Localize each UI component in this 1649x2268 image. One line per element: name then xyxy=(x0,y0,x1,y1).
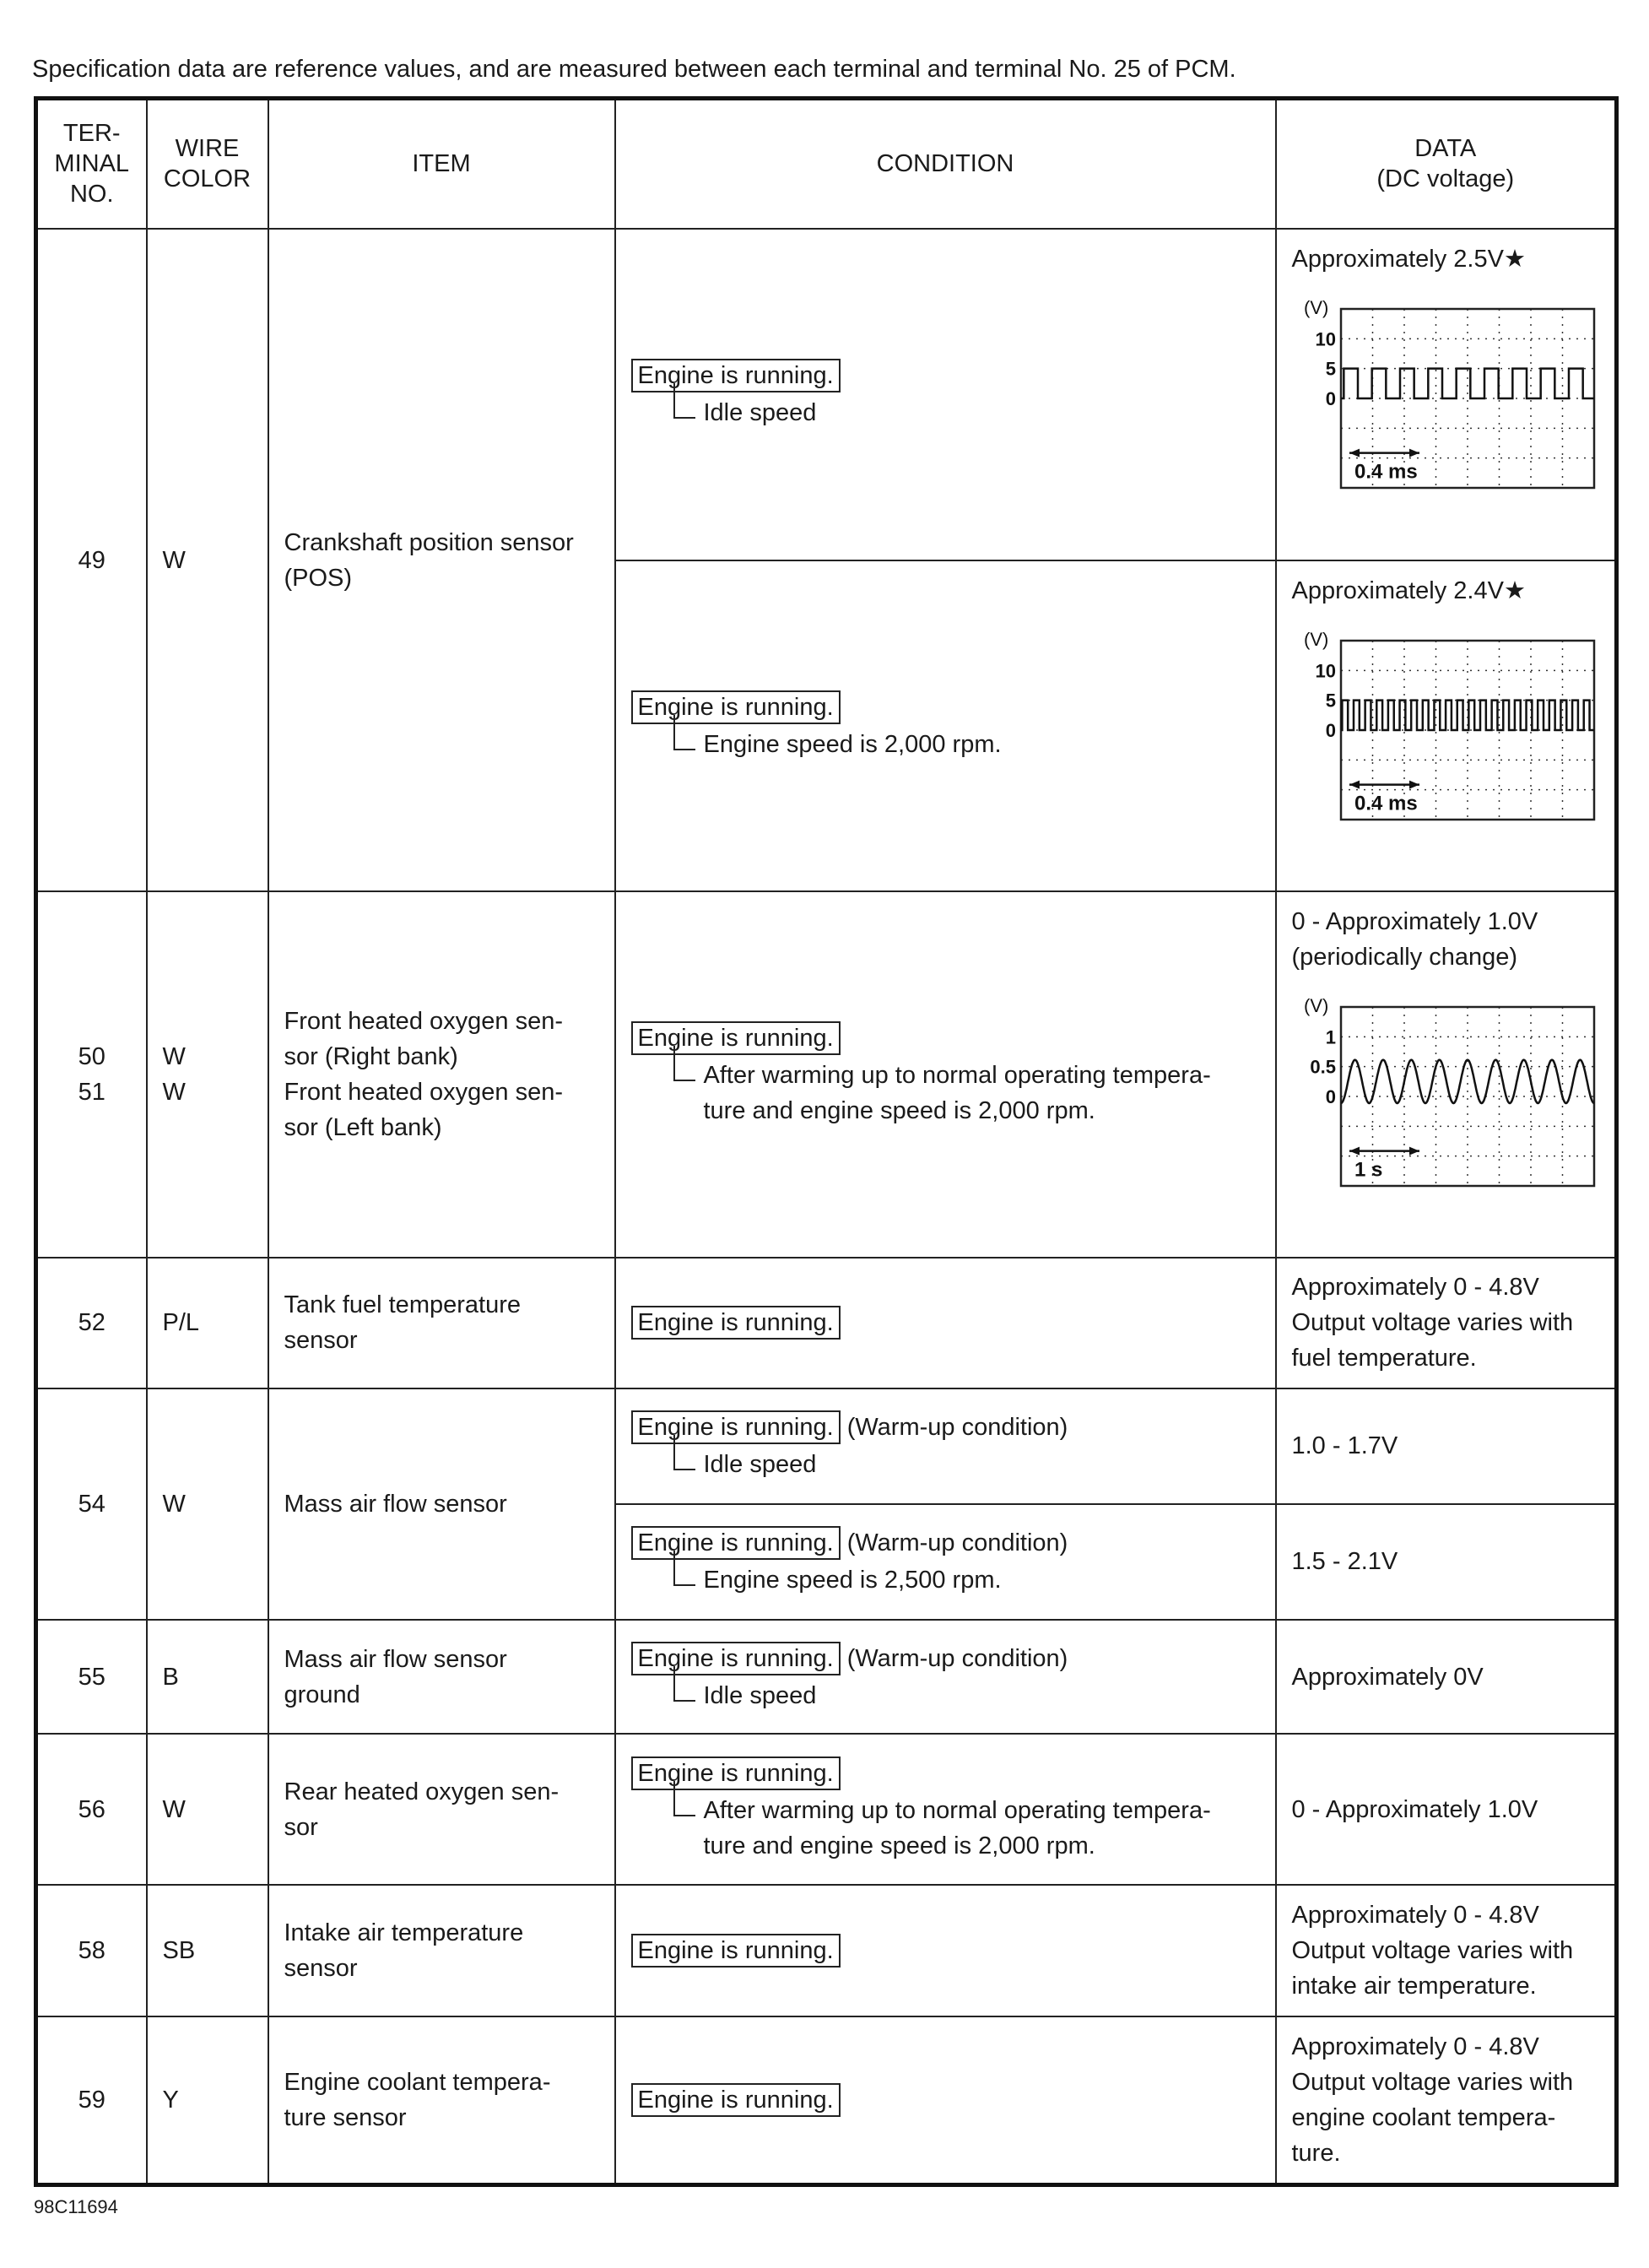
condition-cell xyxy=(615,229,1276,560)
item-line: sor (Left bank) xyxy=(284,1114,442,1142)
y-tick-label: 0.5 xyxy=(1309,1057,1336,1079)
condition-sub-line: After warming up to normal operating tempera- xyxy=(703,1062,1211,1090)
y-unit-label: (V) xyxy=(1303,995,1328,1017)
header-wire xyxy=(147,99,268,229)
table-row xyxy=(36,229,1617,560)
time-division-label: 1 s xyxy=(1354,1159,1382,1183)
item-line: sensor xyxy=(284,1954,358,1982)
terminal-cell: 58 xyxy=(36,1885,147,2016)
y-tick-label: 5 xyxy=(1325,358,1336,380)
y-tick-label: 5 xyxy=(1325,690,1336,712)
condition-main xyxy=(631,1641,1260,1676)
condition-cell xyxy=(615,1620,1276,1734)
terminal-line: 51 xyxy=(78,1079,105,1107)
data-line: engine coolant tempera- xyxy=(1291,2104,1556,2131)
table-row xyxy=(36,891,1617,1258)
header-wire-line: WIRE xyxy=(175,135,240,163)
wire-cell: Y xyxy=(147,2016,268,2185)
item-cell xyxy=(268,1885,615,2016)
item-line: Intake air temperature xyxy=(284,1919,524,1946)
item-line: Engine coolant tempera- xyxy=(284,2069,551,2096)
item-line: Mass air flow sensor xyxy=(284,1645,507,1673)
condition-cell xyxy=(615,2016,1276,2185)
data-cell xyxy=(1276,1258,1617,1388)
table-row xyxy=(36,1620,1617,1734)
wire-cell: SB xyxy=(147,1885,268,2016)
condition-sub-line: Idle speed xyxy=(703,1451,817,1479)
condition-sub-line: Idle speed xyxy=(703,399,817,427)
condition-main xyxy=(631,690,1260,725)
time-arrow-head xyxy=(1349,780,1360,788)
figure-code: 98C11694 xyxy=(34,2196,118,2217)
condition-box: Engine is running. xyxy=(631,359,841,392)
condition-sub xyxy=(673,727,1260,762)
time-arrow-head xyxy=(1409,780,1419,788)
wire-cell xyxy=(147,891,268,1258)
data-cell: 1.0 - 1.7V xyxy=(1276,1388,1617,1504)
data-line: Approximately 0 - 4.8V xyxy=(1291,1274,1539,1302)
data-cell: 1.5 - 2.1V xyxy=(1276,1504,1617,1620)
data-cell xyxy=(1276,560,1617,892)
wire-cell: W xyxy=(147,229,268,892)
spec-table xyxy=(34,96,1619,2187)
condition-cell xyxy=(615,1885,1276,2016)
condition-sub xyxy=(673,1793,1260,1864)
condition-sub-line: Engine speed is 2,000 rpm. xyxy=(703,730,1002,758)
intro-text: Specification data are reference values, and are measured between each terminal and terminal No. 25 of PCM. xyxy=(32,56,1236,83)
condition-main xyxy=(631,1525,1260,1561)
y-tick-label: 0 xyxy=(1325,1086,1336,1108)
header-data-line: (DC voltage) xyxy=(1376,165,1515,193)
condition-main xyxy=(631,1756,1260,1791)
wire-cell: W xyxy=(147,1734,268,1884)
terminal-cell: 56 xyxy=(36,1734,147,1884)
data-line: fuel temperature. xyxy=(1291,1345,1477,1372)
y-unit-label: (V) xyxy=(1303,628,1328,650)
table-row xyxy=(36,2016,1617,2185)
condition-sub xyxy=(673,395,1260,430)
terminal-line: 50 xyxy=(78,1043,105,1071)
data-line: 0 - Approximately 1.0V xyxy=(1291,908,1538,936)
condition-main xyxy=(631,1410,1260,1445)
wire-line: W xyxy=(162,1079,186,1107)
condition-cell xyxy=(615,560,1276,892)
condition-box: Engine is running. xyxy=(631,1410,841,1444)
data-line: Approximately 2.5V★ xyxy=(1291,245,1526,273)
condition-box: Engine is running. xyxy=(631,1934,841,1968)
condition-extra: (Warm-up condition) xyxy=(846,1529,1068,1557)
item-cell xyxy=(268,891,615,1258)
time-arrow-head xyxy=(1349,1147,1360,1156)
condition-cell xyxy=(615,1388,1276,1504)
condition-box: Engine is running. xyxy=(631,2083,841,2117)
condition-main xyxy=(631,358,1260,393)
condition-sub-line: Engine speed is 2,500 rpm. xyxy=(703,1567,1002,1594)
time-arrow-head xyxy=(1349,448,1360,457)
y-tick-label: 10 xyxy=(1315,659,1336,681)
data-cell: Approximately 0V xyxy=(1276,1620,1617,1734)
y-tick-label: 1 xyxy=(1325,1026,1336,1048)
data-line: intake air temperature. xyxy=(1291,1972,1537,2000)
condition-box: Engine is running. xyxy=(631,1021,841,1055)
terminal-cell xyxy=(36,891,147,1258)
header-item: ITEM xyxy=(268,99,615,229)
item-cell xyxy=(268,1620,615,1734)
item-line: sor xyxy=(284,1813,318,1841)
oscilloscope-waveform xyxy=(1292,982,1606,1193)
table-row xyxy=(36,1734,1617,1884)
header-data-line: DATA xyxy=(1414,135,1477,163)
time-division-label: 0.4 ms xyxy=(1354,460,1418,484)
table-row xyxy=(36,1885,1617,2016)
condition-extra: (Warm-up condition) xyxy=(846,1414,1068,1442)
condition-sub-line: Idle speed xyxy=(703,1681,817,1709)
condition-cell xyxy=(615,1504,1276,1620)
data-cell xyxy=(1276,1885,1617,2016)
item-line: Rear heated oxygen sen- xyxy=(284,1778,560,1805)
time-division-label: 0.4 ms xyxy=(1354,792,1418,815)
time-arrow-head xyxy=(1409,448,1419,457)
terminal-cell: 52 xyxy=(36,1258,147,1388)
oscilloscope-waveform xyxy=(1292,615,1606,826)
item-cell xyxy=(268,2016,615,2185)
header-data xyxy=(1276,99,1617,229)
item-cell xyxy=(268,1388,615,1621)
data-cell xyxy=(1276,891,1617,1258)
header-condition: CONDITION xyxy=(615,99,1276,229)
data-line: ture. xyxy=(1291,2140,1341,2167)
item-cell xyxy=(268,1734,615,1884)
condition-extra: (Warm-up condition) xyxy=(846,1644,1068,1672)
item-line: ground xyxy=(284,1681,360,1708)
terminal-cell: 49 xyxy=(36,229,147,892)
data-cell: 0 - Approximately 1.0V xyxy=(1276,1734,1617,1884)
y-unit-label: (V) xyxy=(1303,296,1328,318)
header-terminal xyxy=(36,99,147,229)
header-terminal-line: TER- xyxy=(62,120,121,148)
data-line: Output voltage varies with xyxy=(1291,2069,1574,2096)
item-line: Mass air flow sensor xyxy=(284,1490,507,1518)
wire-line: W xyxy=(162,1043,186,1071)
item-line: sensor xyxy=(284,1327,358,1355)
header-terminal-line: MINAL xyxy=(54,150,130,178)
condition-sub xyxy=(673,1562,1260,1598)
condition-sub xyxy=(673,1058,1260,1129)
terminal-cell: 55 xyxy=(36,1620,147,1734)
item-line: sor (Right bank) xyxy=(284,1043,458,1071)
condition-cell xyxy=(615,1258,1276,1388)
terminal-cell: 54 xyxy=(36,1388,147,1621)
wire-cell: W xyxy=(147,1388,268,1621)
data-line: Approximately 2.4V★ xyxy=(1291,576,1526,604)
oscilloscope-waveform xyxy=(1292,284,1606,495)
data-line: Output voltage varies with xyxy=(1291,1936,1574,1964)
condition-cell xyxy=(615,891,1276,1258)
data-cell xyxy=(1276,2016,1617,2185)
data-line: Approximately 0 - 4.8V xyxy=(1291,1901,1539,1929)
data-line: (periodically change) xyxy=(1291,944,1518,972)
time-arrow-head xyxy=(1409,1147,1419,1156)
item-line: Front heated oxygen sen- xyxy=(284,1008,563,1036)
data-line: Output voltage varies with xyxy=(1291,1309,1574,1337)
item-cell xyxy=(268,1258,615,1388)
item-line: Crankshaft position sensor xyxy=(284,528,574,556)
condition-sub-line: ture and engine speed is 2,000 rpm. xyxy=(703,1097,1095,1125)
wire-cell: P/L xyxy=(147,1258,268,1388)
table-row xyxy=(36,1258,1617,1388)
condition-box: Engine is running. xyxy=(631,1306,841,1340)
item-line: (POS) xyxy=(284,564,353,592)
header-terminal-line: NO. xyxy=(69,181,114,208)
condition-cell xyxy=(615,1734,1276,1884)
terminal-cell: 59 xyxy=(36,2016,147,2185)
table-row xyxy=(36,1388,1617,1504)
item-line: Tank fuel temperature xyxy=(284,1291,521,1319)
y-tick-label: 10 xyxy=(1315,328,1336,350)
item-line: Front heated oxygen sen- xyxy=(284,1079,563,1107)
condition-box: Engine is running. xyxy=(631,690,841,724)
data-line: Approximately 0 - 4.8V xyxy=(1291,2033,1539,2060)
y-tick-label: 0 xyxy=(1325,719,1336,741)
condition-sub xyxy=(673,1447,1260,1482)
y-tick-label: 0 xyxy=(1325,387,1336,409)
condition-main xyxy=(631,1020,1260,1056)
item-line: ture sensor xyxy=(284,2104,407,2131)
data-cell xyxy=(1276,229,1617,560)
condition-box: Engine is running. xyxy=(631,1756,841,1790)
condition-sub xyxy=(673,1678,1260,1713)
wire-cell: B xyxy=(147,1620,268,1734)
condition-box: Engine is running. xyxy=(631,1526,841,1560)
condition-box: Engine is running. xyxy=(631,1642,841,1675)
condition-sub-line: After warming up to normal operating tempera- xyxy=(703,1796,1211,1824)
item-cell xyxy=(268,229,615,892)
header-row xyxy=(36,99,1617,229)
header-wire-line: COLOR xyxy=(163,165,251,193)
condition-sub-line: ture and engine speed is 2,000 rpm. xyxy=(703,1832,1095,1859)
